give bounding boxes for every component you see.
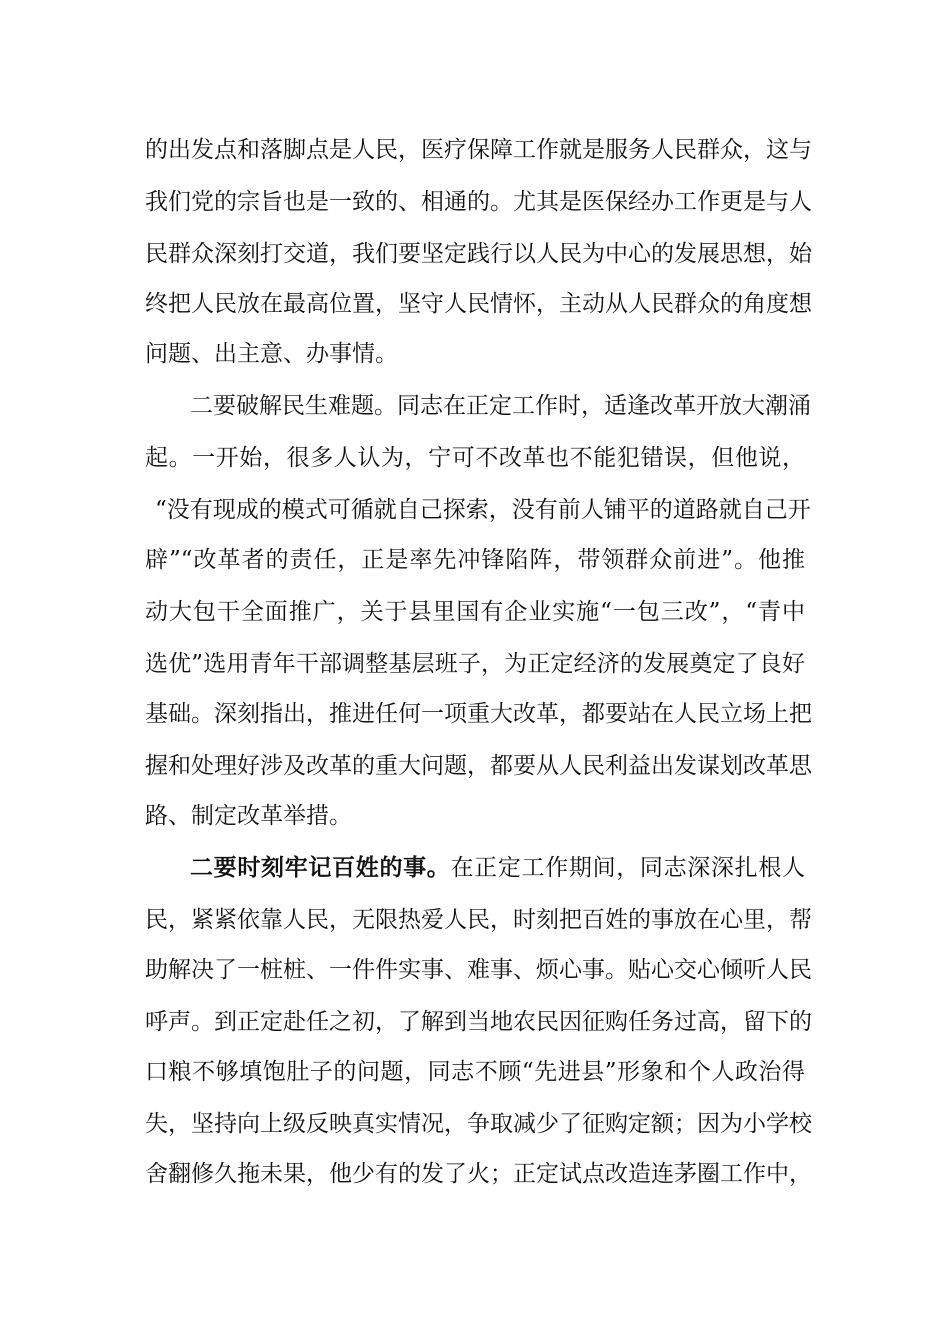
- paragraph-line: 辟”“改革者的责任，正是率先冲锋陷阵，带领群众前进”。他推: [145, 547, 805, 573]
- paragraph-line: 二要破解民生难题。同志在正定工作时，适逢改革开放大潮涌: [190, 393, 811, 419]
- paragraph-line: 舍翻修久拖未果，他少有的发了火；正定试点改造连茅圈工作中，: [145, 1161, 812, 1187]
- bold-heading: 二要时刻牢记百姓的事。: [190, 854, 451, 881]
- paragraph-line: 起。一开始，很多人认为，宁可不改革也不能犯错误，但他说，: [145, 445, 805, 471]
- paragraph-line: 动大包干全面推广，关于县里国有企业实施“一包三改”，“青中: [145, 599, 805, 625]
- paragraph-line: 路、制定改革举措。: [145, 803, 352, 829]
- paragraph-line: 我们党的宗旨也是一致的、相通的。尤其是医保经办工作更是与人: [145, 189, 812, 215]
- paragraph-line: 选优”选用青年干部调整基层班子，为正定经济的发展奠定了良好: [145, 651, 805, 677]
- paragraph-line: “没有现成的模式可循就自己探索，没有前人铺平的道路就自己开: [155, 497, 811, 523]
- paragraph-line: 呼声。到正定赴任之初，了解到当地农民因征购任务过高，留下的: [145, 1009, 812, 1035]
- paragraph-line: 终把人民放在最高位置，坚守人民情怀，主动从人民群众的角度想: [145, 291, 812, 317]
- paragraph-line: 基础。深刻指出，推进任何一项重大改革，都要站在人民立场上把: [145, 701, 812, 727]
- paragraph-line: 民群众深刻打交道，我们要坚定践行以人民为中心的发展思想，始: [145, 241, 812, 267]
- paragraph-line: 助解决了一桩桩、一件件实事、难事、烦心事。贴心交心倾听人民: [145, 957, 812, 983]
- paragraph-text: 在正定工作期间，同志深深扎根人: [450, 855, 806, 881]
- paragraph-line: [190, 848, 805, 888]
- paragraph-line: 握和处理好涉及改革的重大问题，都要从人民利益出发谋划改革思: [145, 753, 812, 779]
- paragraph-line: 问题、出主意、办事情。: [145, 341, 398, 367]
- paragraph-line: 口粮不够填饱肚子的问题，同志不顾“先进县”形象和个人政治得: [145, 1059, 805, 1085]
- paragraph-line: 的出发点和落脚点是人民，医疗保障工作就是服务人民群众，这与: [145, 137, 812, 163]
- paragraph-line: 失，坚持向上级反映真实情况，争取减少了征购定额；因为小学校: [145, 1111, 812, 1137]
- paragraph-line: 民，紧紧依靠人民，无限热爱人民，时刻把百姓的事放在心里，帮: [145, 907, 812, 933]
